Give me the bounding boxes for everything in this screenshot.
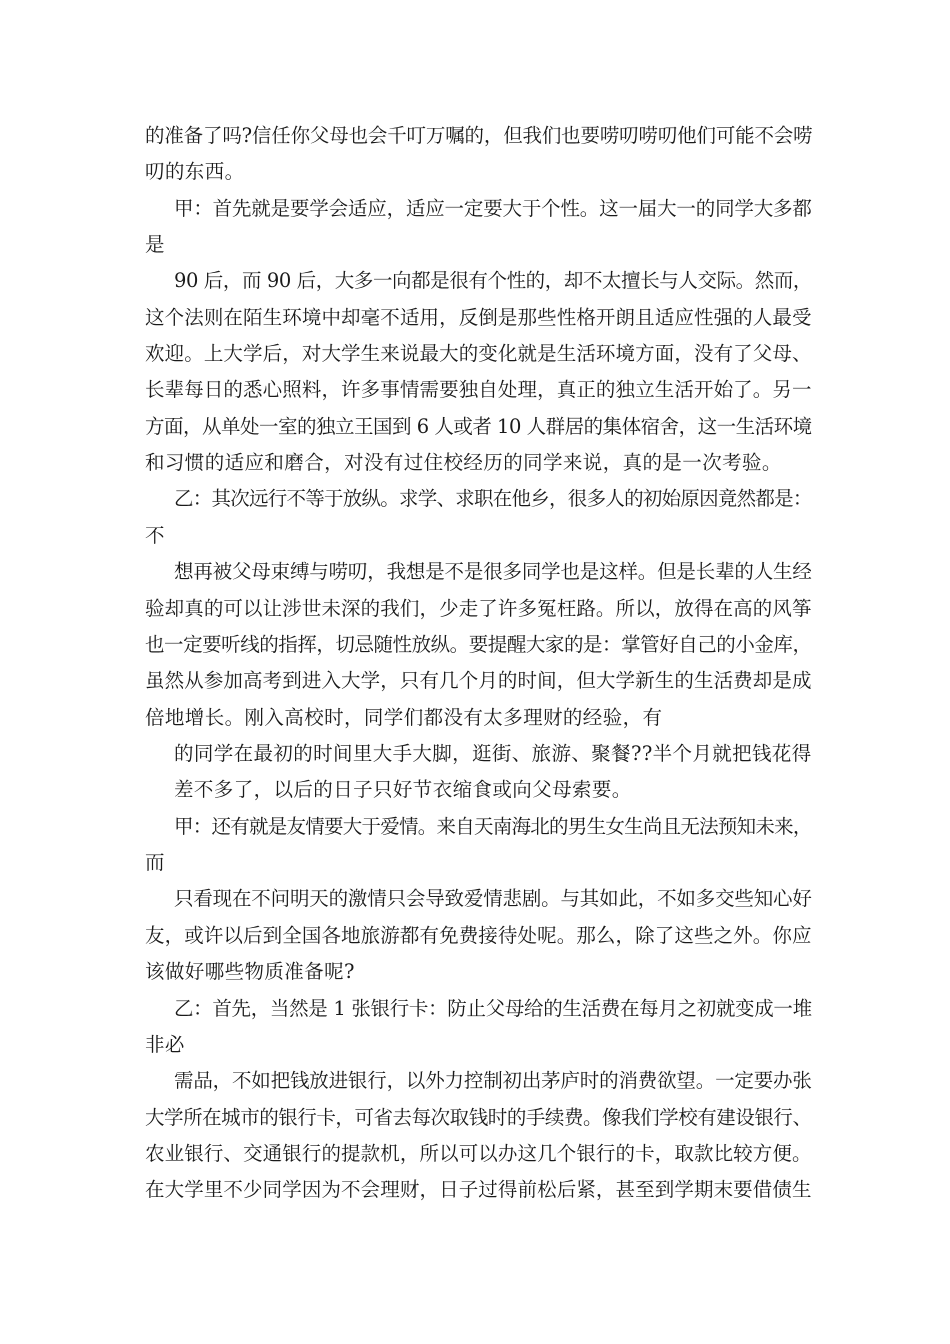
text-line: 乙：首先，当然是 1 张银行卡：防止父母给的生活费在每月之初就变成一堆 — [174, 997, 812, 1020]
text-line: 而 — [145, 851, 165, 874]
text-line: 的同学在最初的时间里大手大脚，逛街、旅游、聚餐??半个月就把钱花得 — [174, 742, 812, 765]
text-line: 大学所在城市的银行卡，可省去每次取钱时的手续费。像我们学校有建设银行、 — [145, 1106, 812, 1129]
text-line: 不 — [145, 524, 165, 547]
text-line: 需品，不如把钱放进银行，以外力控制初出茅庐时的消费欲望。一定要办张 — [174, 1069, 812, 1092]
text-line: 差不多了，以后的日子只好节衣缩食或向父母索要。 — [174, 778, 632, 801]
text-line: 这个法则在陌生环境中却毫不适用，反倒是那些性格开朗且适应性强的人最受 — [145, 306, 812, 329]
text-line: 是 — [145, 233, 165, 256]
text-line: 也一定要听线的指挥，切忌随性放纵。要提醒大家的是：掌管好自己的小金库， — [145, 633, 812, 656]
text-line: 甲：首先就是要学会适应，适应一定要大于个性。这一届大一的同学大多都 — [174, 197, 812, 220]
text-line: 农业银行、交通银行的提款机，所以可以办这几个银行的卡，取款比较方便。 — [145, 1142, 812, 1165]
text-line: 友，或许以后到全国各地旅游都有免费接待处呢。那么，除了这些之外。你应 — [145, 924, 812, 947]
text-line: 长辈每日的悉心照料，许多事情需要独自处理，真正的独立生活开始了。另一 — [145, 378, 812, 401]
text-line: 甲：还有就是友情要大于爱情。来自天南海北的男生女生尚且无法预知未来， — [174, 815, 812, 838]
text-line: 倍地增长。刚入高校时，同学们都没有太多理财的经验，有 — [145, 706, 663, 729]
text-line: 和习惯的适应和磨合，对没有过住校经历的同学来说，真的是一次考验。 — [145, 451, 782, 474]
text-line: 欢迎。上大学后，对大学生来说最大的变化就是生活环境方面，没有了父母、 — [145, 342, 812, 365]
text-line: 在大学里不少同学因为不会理财，日子过得前松后紧，甚至到学期末要借债生 — [145, 1178, 812, 1201]
text-line: 想再被父母束缚与唠叨，我想是不是很多同学也是这样。但是长辈的人生经 — [174, 560, 812, 583]
text-line: 的准备了吗?信任你父母也会千叮万嘱的，但我们也要唠叨唠叨他们可能不会唠 — [145, 124, 813, 147]
text-line: 该做好哪些物质准备呢? — [145, 960, 355, 983]
text-line: 虽然从参加高考到进入大学，只有几个月的时间，但大学新生的生活费却是成 — [145, 669, 812, 692]
text-line: 90 后，而 90 后，大多一向都是很有个性的，却不太擅长与人交际。然而， — [174, 269, 813, 292]
text-line: 叨的东西。 — [145, 160, 245, 183]
text-line: 验却真的可以让涉世未深的我们，少走了许多冤枉路。所以，放得在高的风筝 — [145, 597, 812, 620]
text-line: 乙：其次远行不等于放纵。求学、求职在他乡，很多人的初始原因竟然都是： — [174, 487, 812, 510]
text-line: 只看现在不问明天的激情只会导致爱情悲剧。与其如此，不如多交些知心好 — [174, 887, 812, 910]
text-line: 非必 — [145, 1033, 185, 1056]
text-line: 方面，从单处一室的独立王国到 6 人或者 10 人群居的集体宿舍，这一生活环境 — [145, 415, 812, 438]
